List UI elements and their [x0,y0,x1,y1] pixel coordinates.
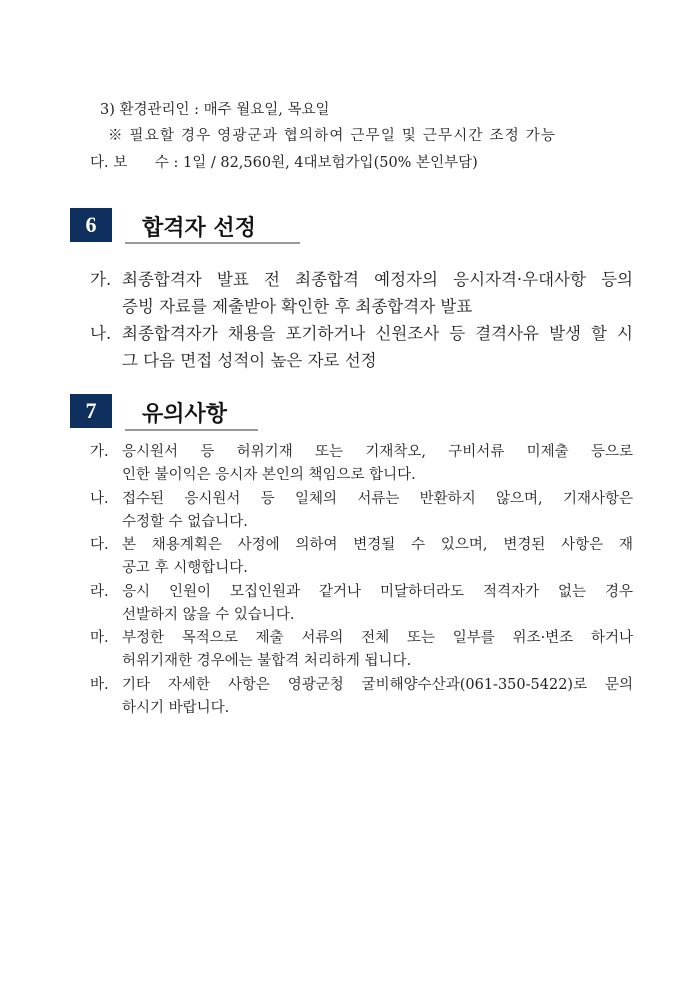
list-item [90,534,633,580]
list-item [90,674,633,720]
pay-value: : 1일 / 82,560원, 4대보험가입(50% 본인부담) [173,155,478,171]
pay-label: 다. 보 수 [90,155,169,171]
item-label: 가. [90,444,109,460]
item-text-continued: 허위기재한 경우에는 불합격 처리하게 됩니다. [122,653,412,669]
item-text: 최종합격자 발표 전 최종합격 예정자의 응시자격·우대사항 등의 [122,270,633,289]
section-underline [125,242,300,244]
item-text-continued: 증빙 자료를 제출받아 확인한 후 최종합격자 발표 [122,297,473,316]
list-item [90,320,633,374]
item-label: 다. [90,537,109,553]
item-text-continued: 선발하지 않을 수 있습니다. [122,606,295,623]
list-item [90,581,633,627]
section-number-badge: 6 [70,208,112,242]
env-manager-schedule: 3) 환경관리인 : 매주 월요일, 목요일 [100,102,330,118]
item-label: 라. [90,583,109,600]
section-title: 유의사항 [142,402,228,427]
item-label: 나. [90,490,109,507]
section-title: 합격자 선정 [142,216,256,241]
list-item [90,266,633,320]
item-text: 본 채용계획은 사정에 의하여 변경될 수 있으며, 변경된 사항은 재 [122,537,633,553]
work-adjust-note: ※ 필요할 경우 영광군과 협의하여 근무일 및 근무시간 조정 가능 [108,128,557,144]
item-label: 나. [90,324,112,343]
item-text-continued: 수정할 수 없습니다. [122,513,248,530]
item-text-continued: 공고 후 시행합니다. [122,560,248,576]
item-text: 최종합격자가 채용을 포기하거나 신원조사 등 결격사유 발생 할 시 [122,324,633,343]
item-text: 응시원서 등 허위기재 또는 기재착오, 구비서류 미제출 등으로 [122,444,633,460]
item-text-continued: 하시기 바랍니다. [122,699,230,716]
item-label: 바. [90,676,109,693]
item-text: 접수된 응시원서 등 일체의 서류는 반환하지 않으며, 기재사항은 [122,490,633,507]
item-text: 응시 인원이 모집인원과 같거나 미달하더라도 적격자가 없는 경우 [122,583,633,600]
section-underline [125,429,258,431]
list-item [90,627,633,673]
item-text: 부정한 목적으로 제출 서류의 전체 또는 일부를 위조·변조 하거나 [122,630,633,646]
item-text-continued: 그 다음 면접 성적이 높은 자로 선정 [122,351,377,370]
item-label: 마. [90,630,109,646]
item-label: 가. [90,270,112,289]
section-number-badge: 7 [70,394,112,428]
item-text-continued: 인한 불이익은 응시자 본인의 책임으로 합니다. [122,467,416,483]
list-item [90,441,633,487]
pay-row [90,151,478,172]
list-item [90,488,633,534]
item-text: 기타 자세한 사항은 영광군청 굴비해양수산과(061-350-5422)로 문의 [122,676,633,693]
